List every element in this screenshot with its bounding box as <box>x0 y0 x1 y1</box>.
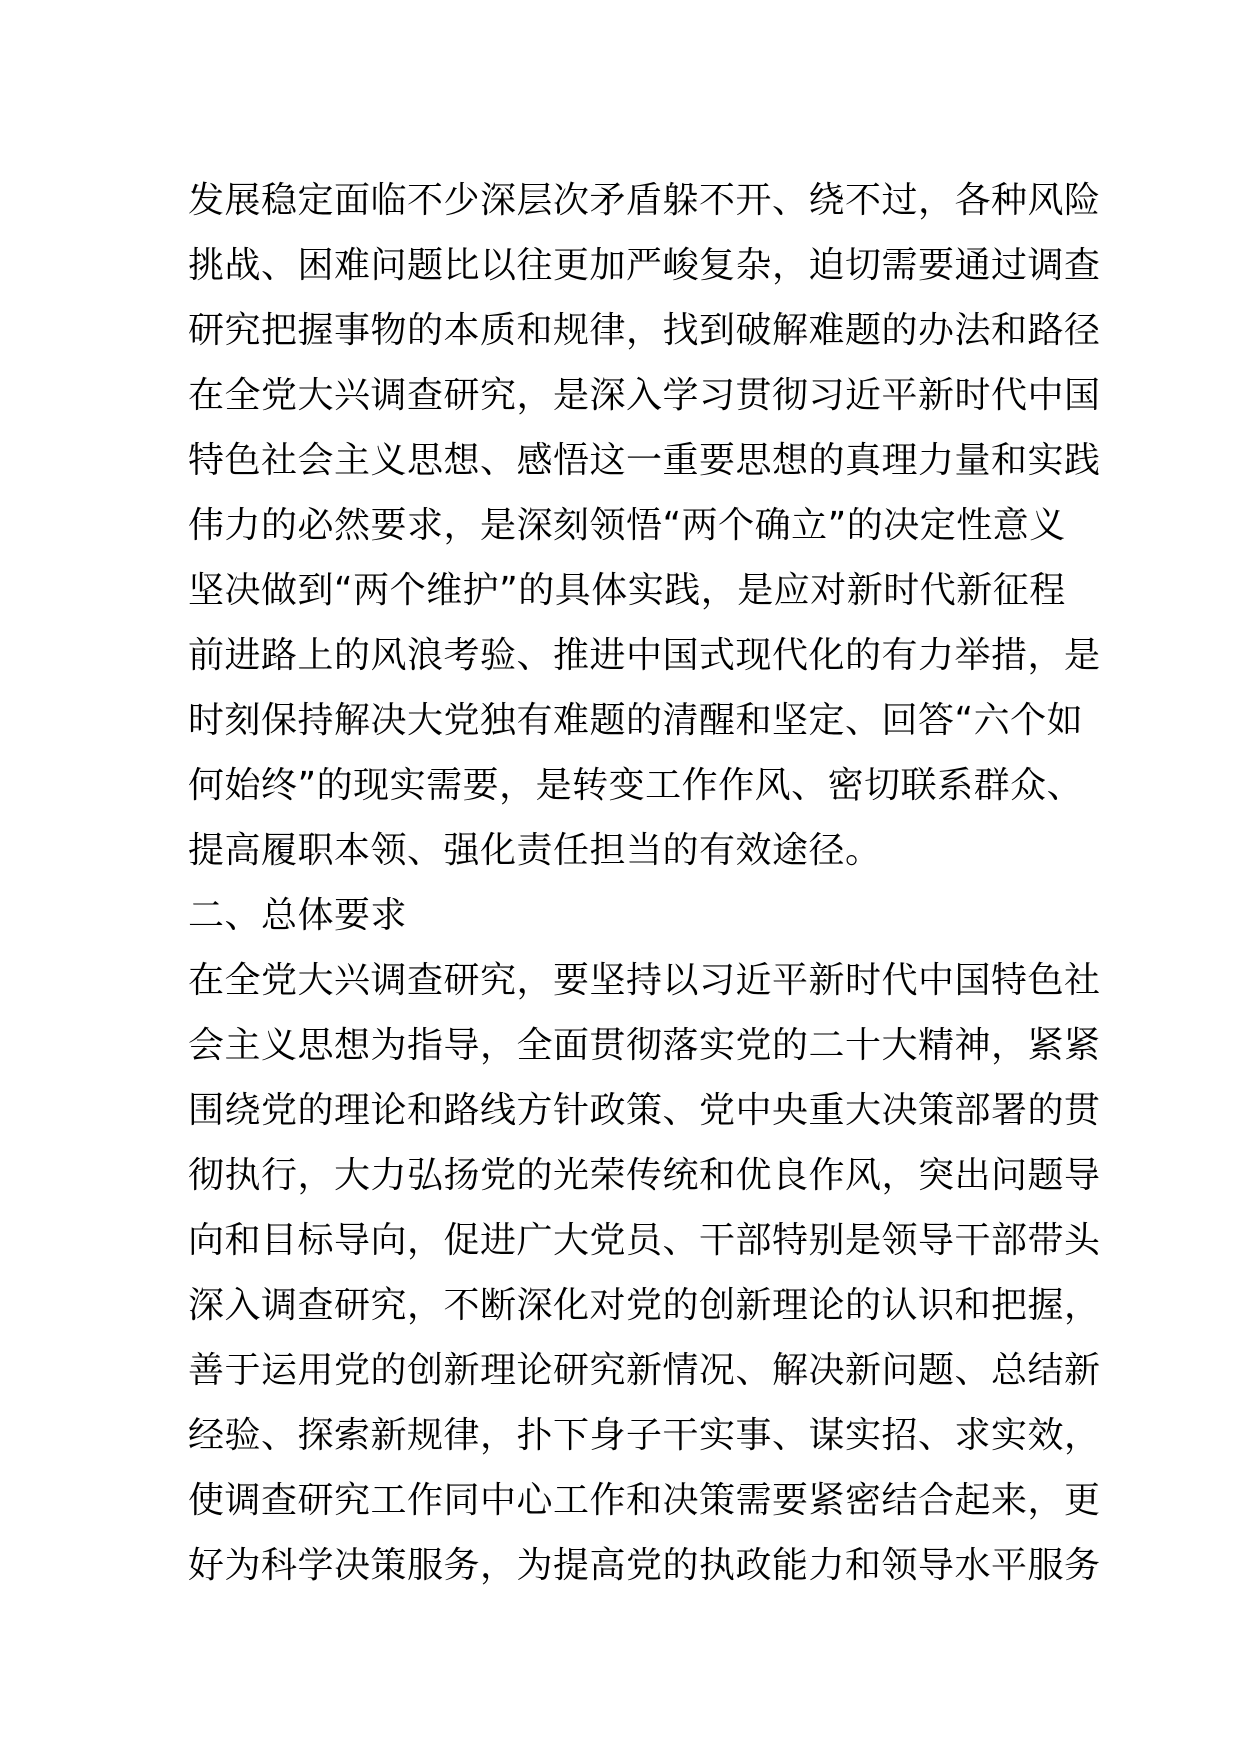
body-line: 深入调查研究，不断深化对党的创新理论的认识和把握， <box>188 1285 1101 1326</box>
body-line: 彻执行，大力弘扬党的光荣传统和优良作风，突出问题导 <box>188 1155 1101 1196</box>
document-body <box>188 168 1101 1598</box>
body-line: 会主义思想为指导，全面贯彻落实党的二十大精神，紧紧 <box>188 1025 1101 1066</box>
body-line: 何始终”的现实需要，是转变工作作风、密切联系群众、 <box>188 765 1084 806</box>
body-line: 坚决做到“两个维护”的具体实践，是应对新时代新征程 <box>188 570 1066 611</box>
body-line: 时刻保持解决大党独有难题的清醒和坚定、回答“六个如 <box>188 700 1084 741</box>
body-line: 好为科学决策服务，为提高党的执政能力和领导水平服务 <box>188 1545 1101 1586</box>
body-line: 在全党大兴调查研究，要坚持以习近平新时代中国特色社 <box>188 960 1101 1001</box>
body-line: 围绕党的理论和路线方针政策、党中央重大决策部署的贯 <box>188 1090 1101 1131</box>
body-line: 前进路上的风浪考验、推进中国式现代化的有力举措，是 <box>188 635 1101 676</box>
body-line: 提高履职本领、强化责任担当的有效途径。 <box>188 830 882 871</box>
body-line: 特色社会主义思想、感悟这一重要思想的真理力量和实践 <box>188 440 1101 481</box>
body-line: 经验、探索新规律，扑下身子干实事、谋实招、求实效， <box>188 1415 1101 1456</box>
body-line: 发展稳定面临不少深层次矛盾躲不开、绕不过，各种风险 <box>188 180 1101 221</box>
body-line: 研究把握事物的本质和规律，找到破解难题的办法和路径 <box>188 310 1101 351</box>
body-line: 善于运用党的创新理论研究新情况、解决新问题、总结新 <box>188 1350 1101 1391</box>
body-line: 向和目标导向，促进广大党员、干部特别是领导干部带头 <box>188 1220 1101 1261</box>
body-line: 伟力的必然要求，是深刻领悟“两个确立”的决定性意义 <box>188 505 1066 546</box>
section-heading: 二、总体要求 <box>188 895 408 936</box>
body-line: 使调查研究工作同中心工作和决策需要紧密结合起来，更 <box>188 1480 1101 1521</box>
body-line: 挑战、困难问题比以往更加严峻复杂，迫切需要通过调查 <box>188 245 1101 286</box>
body-line: 在全党大兴调查研究，是深入学习贯彻习近平新时代中国 <box>188 375 1101 416</box>
